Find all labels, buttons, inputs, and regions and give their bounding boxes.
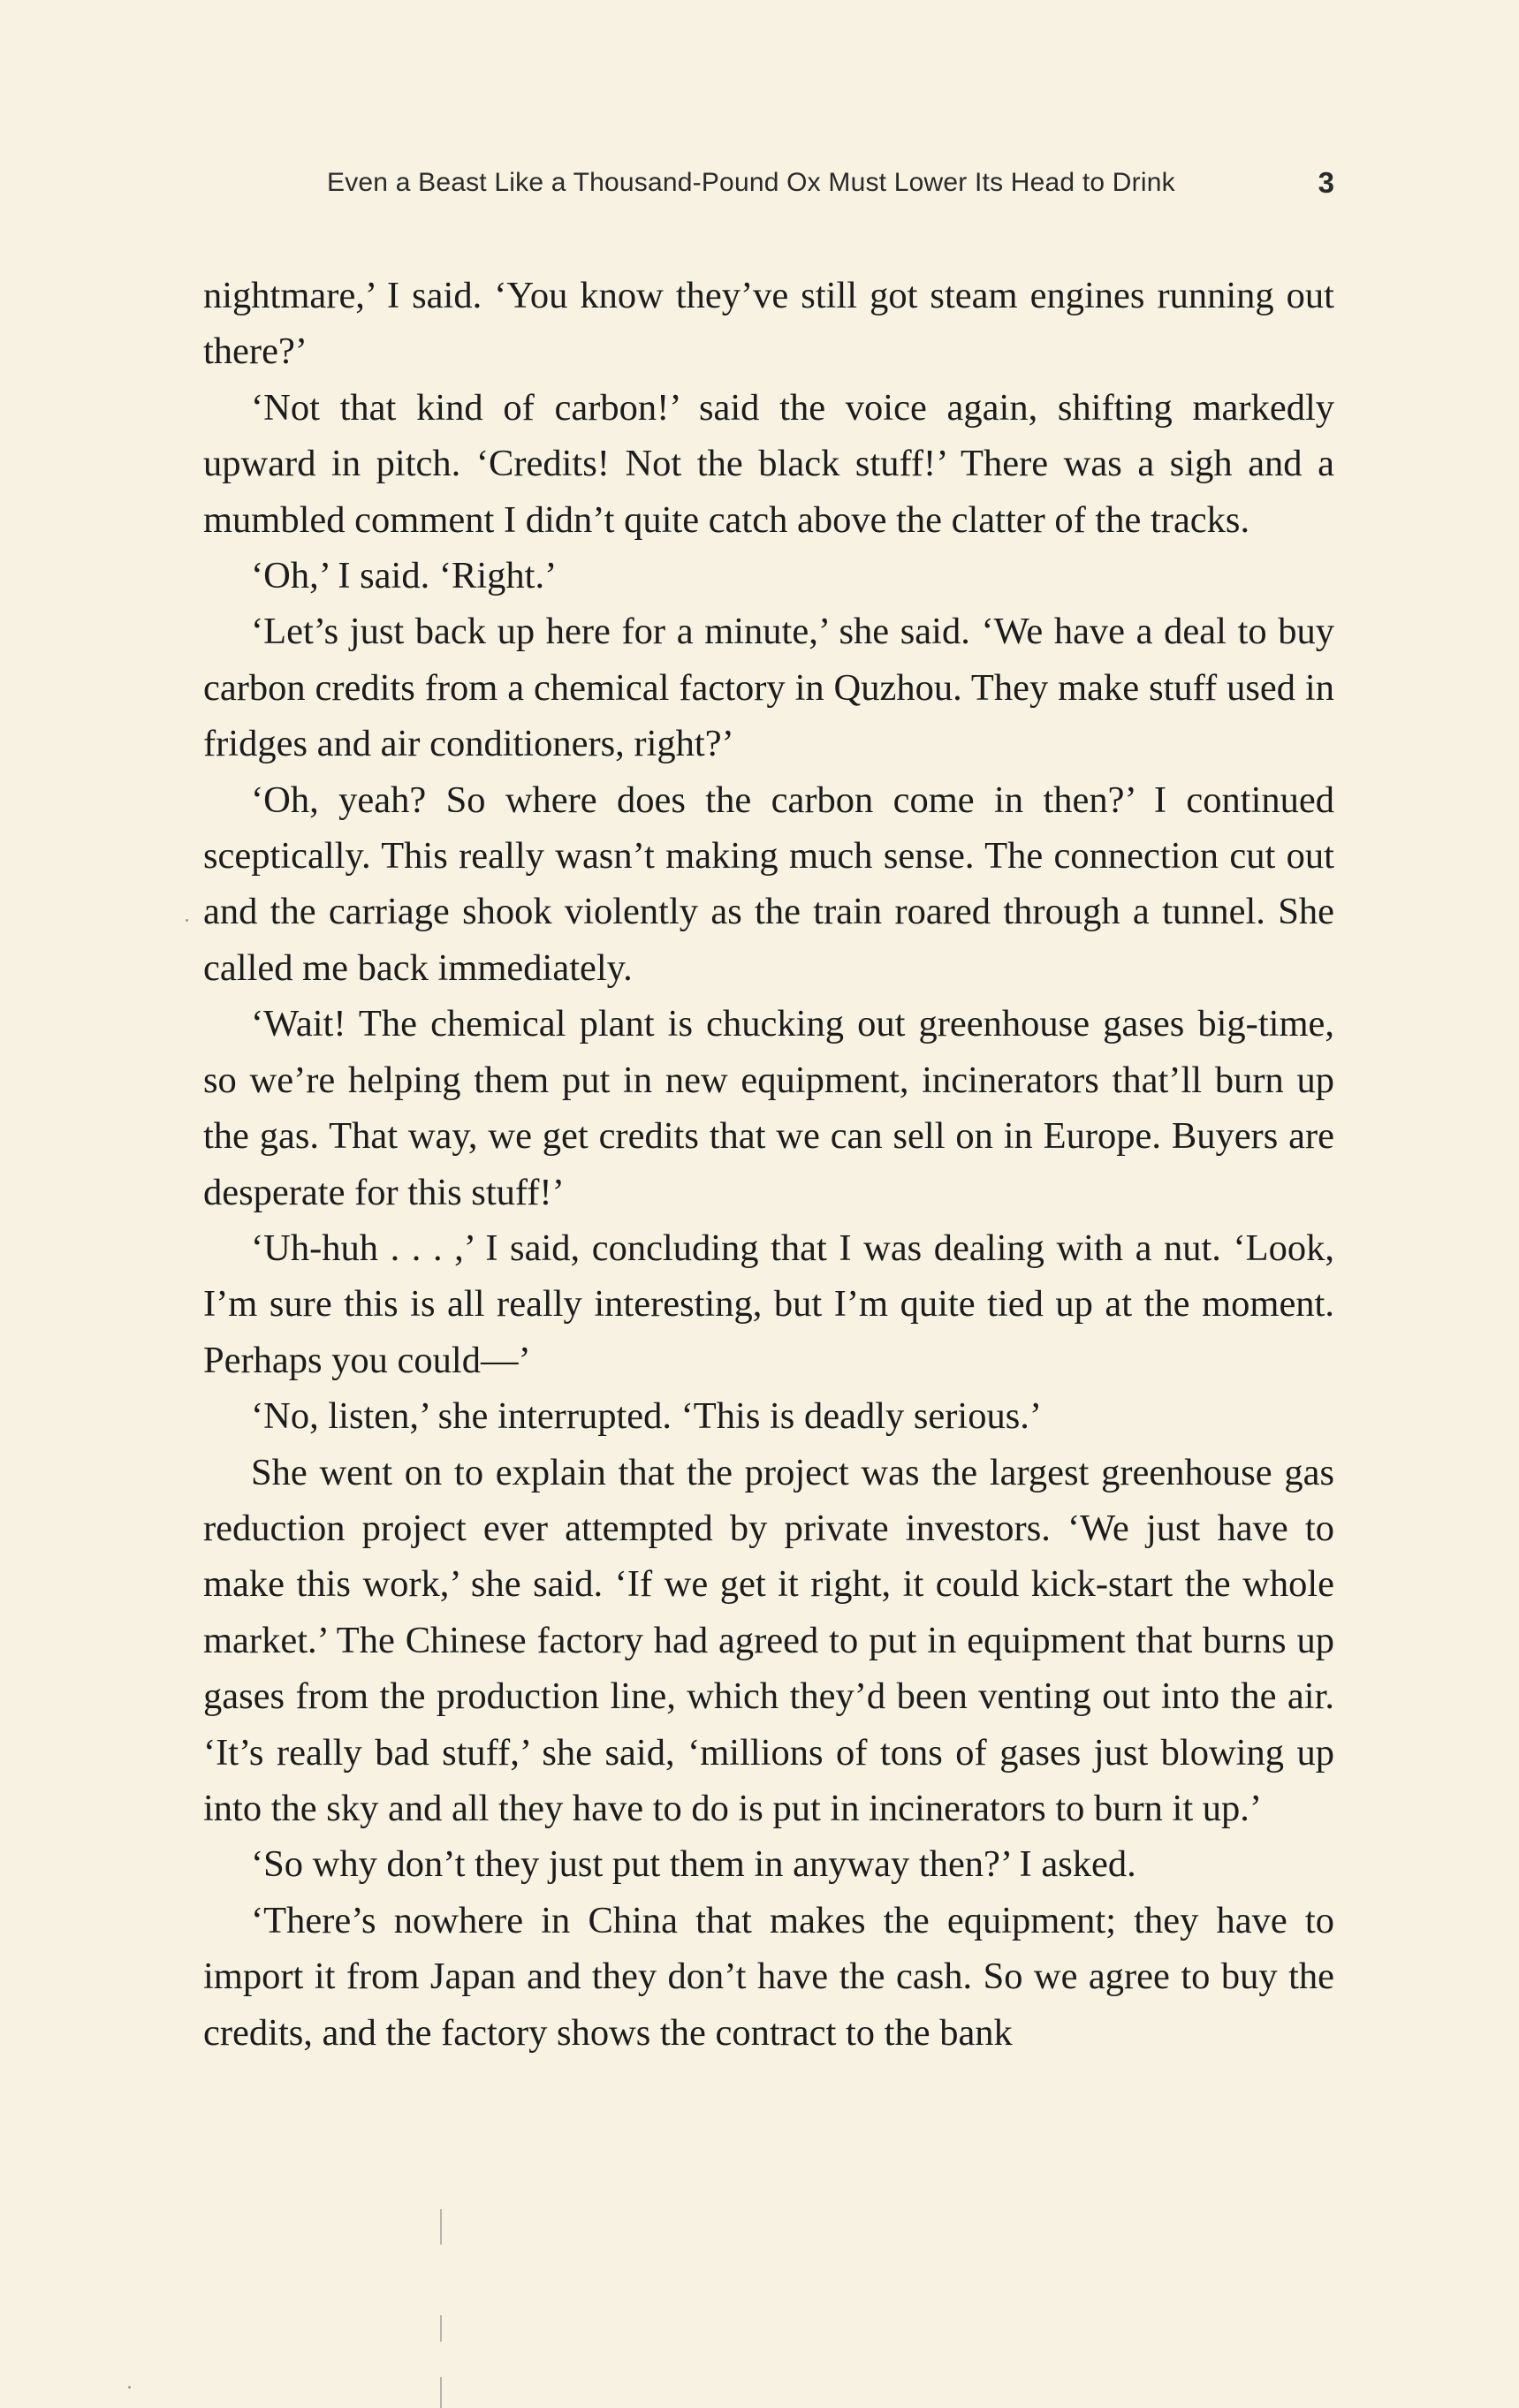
- paragraph: ‘Let’s just back up here for a minute,’ she said. ‘We have a deal to buy carbon credits from a chemical factory in Quzhou. They make stuff used in fridges and air conditioners, right?’: [203, 611, 1334, 765]
- paragraph: ‘There’s nowhere in China that makes the equipment; they have to import it from Japan and they don’t have the cash. So we agree to buy the credits, and the factory shows the contract to the bank: [203, 1899, 1334, 2054]
- paragraph: ‘No, listen,’ she interrupted. ‘This is deadly serious.’: [251, 1395, 1043, 1438]
- paragraph: ‘Not that kind of carbon!’ said the voice again, shifting markedly upward in pitch. ‘Credits! Not the black stuff!’ There was a sigh and a mumbled comment I didn’t quite catch above the clatter of the tracks.: [203, 386, 1334, 541]
- paragraph: ‘Oh,’ I said. ‘Right.’: [251, 555, 558, 597]
- running-head: [203, 168, 1334, 212]
- paragraph: ‘Oh, yeah? So where does the carbon come in then?’ I continued sceptically. This really wasn’t making much sense. The connection cut out and the carriage shook violently as the train roared through a tunnel. She called me back immediately.: [203, 779, 1334, 989]
- scan-speck: [186, 919, 188, 922]
- paragraph: She went on to explain that the project was the largest greenhouse gas reduction project ever attempted by private investors. ‘We just have to make this work,’ she said. ‘If we get it right, it could kick-start the whole market.’ The Chinese factory had agreed to put in equipment that burns up gases from the production line, which they’d been venting out into the air. ‘It’s really bad stuff,’ she said, ‘millions of tons of gases just blowing up into the sky and all they have to do is put in incinerators to burn it up.’: [203, 1451, 1334, 1829]
- scan-mark: [440, 2377, 442, 2408]
- body-text: [203, 268, 1334, 2061]
- paragraph: ‘Wait! The chemical plant is chucking out greenhouse gases big-time, so we’re helping them put in new equipment, incinerators that’ll burn up the gas. That way, we get credits that we can sell on in Europe. Buyers are desperate for this stuff!’: [203, 1003, 1334, 1213]
- scan-mark: [440, 2209, 442, 2245]
- paragraph: nightmare,’ I said. ‘You know they’ve still got steam engines running out there?’: [203, 275, 1334, 373]
- scan-mark: [440, 2315, 442, 2342]
- page-number: 3: [1318, 166, 1334, 199]
- paragraph: ‘Uh-huh . . . ,’ I said, concluding that I was dealing with a nut. ‘Look, I’m sure this is all really interesting, but I’m quite tied up at the moment. Perhaps you could—’: [203, 1227, 1334, 1381]
- running-title: Even a Beast Like a Thousand-Pound Ox Must Lower Its Head to Drink: [327, 168, 1175, 197]
- paragraph: ‘So why don’t they just put them in anyway then?’ I asked.: [251, 1843, 1136, 1886]
- scan-speck: [128, 2386, 131, 2389]
